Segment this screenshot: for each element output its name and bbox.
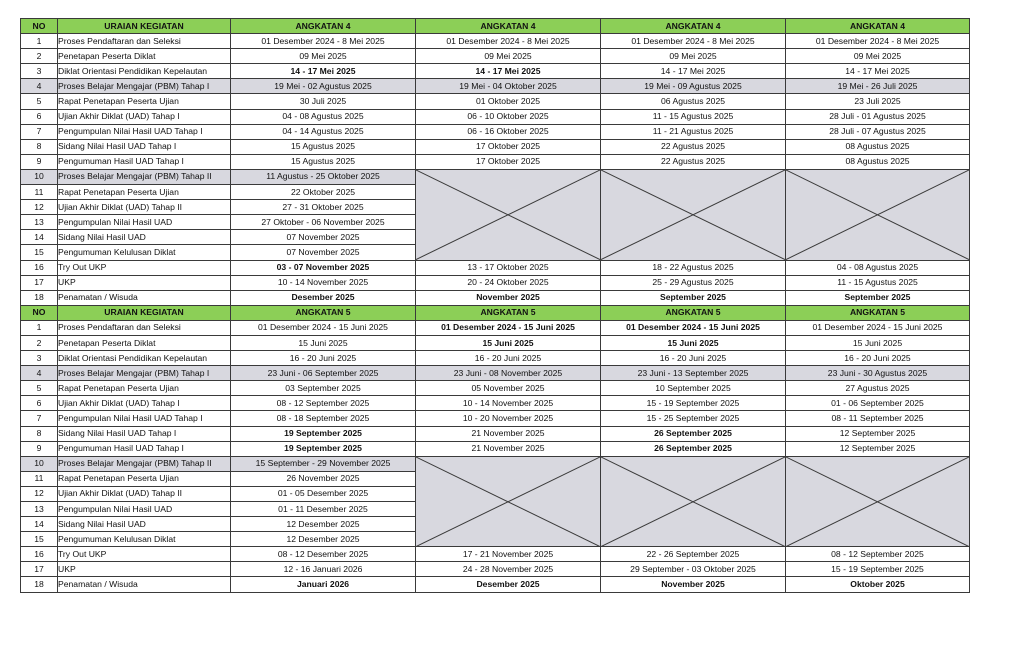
activity-cell: Penetapan Peserta Diklat <box>58 335 231 350</box>
date-cell: 03 September 2025 <box>231 381 416 396</box>
row-number: 14 <box>21 230 58 245</box>
date-cell: 13 - 17 Oktober 2025 <box>416 260 601 275</box>
row-number: 12 <box>21 200 58 215</box>
row-number: 1 <box>21 34 58 49</box>
date-cell: 11 - 15 Agustus 2025 <box>786 275 970 290</box>
date-cell: 15 Agustus 2025 <box>231 154 416 169</box>
table-row <box>21 351 970 366</box>
activity-cell: Pengumpulan Nilai Hasil UAD Tahap I <box>58 411 231 426</box>
activity-cell: Rapat Penetapan Peserta Ujian <box>58 185 231 200</box>
activity-cell: Ujian Akhir Diklat (UAD) Tahap I <box>58 109 231 124</box>
activity-cell: Pengumuman Hasil UAD Tahap I <box>58 154 231 169</box>
date-cell: 26 September 2025 <box>601 441 786 456</box>
date-cell: 03 - 07 November 2025 <box>231 260 416 275</box>
date-cell: 10 - 20 November 2025 <box>416 411 601 426</box>
row-number: 7 <box>21 124 58 139</box>
date-cell: 01 - 05 Desember 2025 <box>231 486 416 501</box>
activity-cell: Pengumuman Kelulusan Diklat <box>58 245 231 260</box>
date-cell: September 2025 <box>601 290 786 305</box>
date-cell: 01 Desember 2024 - 8 Mei 2025 <box>601 34 786 49</box>
row-number: 8 <box>21 139 58 154</box>
cross-mark <box>786 457 969 547</box>
date-cell: 09 Mei 2025 <box>786 49 970 64</box>
date-cell: 08 - 18 September 2025 <box>231 411 416 426</box>
date-cell: 15 Juni 2025 <box>786 335 970 350</box>
date-cell: 01 Desember 2024 - 8 Mei 2025 <box>231 34 416 49</box>
date-cell: 28 Juli - 01 Agustus 2025 <box>786 109 970 124</box>
date-cell: 09 Mei 2025 <box>231 49 416 64</box>
table-row <box>21 94 970 109</box>
date-cell: 25 - 29 Agustus 2025 <box>601 275 786 290</box>
date-cell: Desember 2025 <box>231 290 416 305</box>
table-row <box>21 547 970 562</box>
table-row <box>21 34 970 49</box>
date-cell: 07 November 2025 <box>231 245 416 260</box>
date-cell: Oktober 2025 <box>786 577 970 592</box>
activity-cell: Proses Belajar Mengajar (PBM) Tahap II <box>58 169 231 184</box>
date-cell: 19 Mei - 09 Agustus 2025 <box>601 79 786 94</box>
activity-cell: Proses Belajar Mengajar (PBM) Tahap I <box>58 79 231 94</box>
header-cohort: ANGKATAN 5 <box>231 305 416 320</box>
date-cell: 23 Juni - 08 November 2025 <box>416 366 601 381</box>
table-row <box>21 366 970 381</box>
date-cell: 20 - 24 Oktober 2025 <box>416 275 601 290</box>
row-number: 9 <box>21 154 58 169</box>
date-cell: 01 Desember 2024 - 8 Mei 2025 <box>786 34 970 49</box>
date-cell: 21 November 2025 <box>416 426 601 441</box>
row-number: 11 <box>21 471 58 486</box>
activity-cell: Penetapan Peserta Diklat <box>58 49 231 64</box>
row-number: 18 <box>21 577 58 592</box>
table-row <box>21 320 970 335</box>
date-cell: 08 Agustus 2025 <box>786 139 970 154</box>
date-cell: 12 Desember 2025 <box>231 532 416 547</box>
header-no: NO <box>21 19 58 34</box>
date-cell: Desember 2025 <box>416 577 601 592</box>
date-cell: 24 - 28 November 2025 <box>416 562 601 577</box>
table-row <box>21 124 970 139</box>
date-cell: 05 November 2025 <box>416 381 601 396</box>
date-cell: 16 - 20 Juni 2025 <box>601 351 786 366</box>
header-cohort: ANGKATAN 5 <box>601 305 786 320</box>
schedule-sheet <box>20 18 969 593</box>
not-applicable-cell <box>416 169 601 260</box>
row-number: 17 <box>21 275 58 290</box>
activity-cell: Sidang Nilai Hasil UAD Tahap I <box>58 426 231 441</box>
activity-cell: Proses Belajar Mengajar (PBM) Tahap II <box>58 456 231 471</box>
row-number: 15 <box>21 245 58 260</box>
activity-cell: Rapat Penetapan Peserta Ujian <box>58 94 231 109</box>
row-number: 12 <box>21 486 58 501</box>
date-cell: 15 September - 29 November 2025 <box>231 456 416 471</box>
activity-cell: Ujian Akhir Diklat (UAD) Tahap II <box>58 200 231 215</box>
date-cell: 16 - 20 Juni 2025 <box>231 351 416 366</box>
table-row <box>21 577 970 592</box>
date-cell: Januari 2026 <box>231 577 416 592</box>
date-cell: 27 - 31 Oktober 2025 <box>231 200 416 215</box>
row-number: 13 <box>21 215 58 230</box>
table-row <box>21 411 970 426</box>
row-number: 1 <box>21 320 58 335</box>
date-cell: 07 November 2025 <box>231 230 416 245</box>
date-cell: 28 Juli - 07 Agustus 2025 <box>786 124 970 139</box>
date-cell: 01 Oktober 2025 <box>416 94 601 109</box>
date-cell: 08 Agustus 2025 <box>786 154 970 169</box>
date-cell: 11 - 21 Agustus 2025 <box>601 124 786 139</box>
activity-cell: Ujian Akhir Diklat (UAD) Tahap I <box>58 396 231 411</box>
header-cohort: ANGKATAN 5 <box>786 305 970 320</box>
row-number: 17 <box>21 562 58 577</box>
row-number: 2 <box>21 335 58 350</box>
date-cell: 30 Juli 2025 <box>231 94 416 109</box>
activity-cell: UKP <box>58 562 231 577</box>
date-cell: 17 - 21 November 2025 <box>416 547 601 562</box>
row-number: 4 <box>21 366 58 381</box>
header-cohort: ANGKATAN 4 <box>786 19 970 34</box>
date-cell: 23 Juni - 06 September 2025 <box>231 366 416 381</box>
table-row <box>21 139 970 154</box>
row-number: 10 <box>21 456 58 471</box>
date-cell: 17 Oktober 2025 <box>416 154 601 169</box>
date-cell: 15 Agustus 2025 <box>231 139 416 154</box>
activity-cell: Pengumpulan Nilai Hasil UAD Tahap I <box>58 124 231 139</box>
row-number: 10 <box>21 169 58 184</box>
header-row <box>21 19 970 34</box>
table-row <box>21 79 970 94</box>
table-row <box>21 49 970 64</box>
row-number: 3 <box>21 351 58 366</box>
row-number: 9 <box>21 441 58 456</box>
activity-cell: Diklat Orientasi Pendidikan Kepelautan <box>58 351 231 366</box>
date-cell: 04 - 14 Agustus 2025 <box>231 124 416 139</box>
date-cell: 09 Mei 2025 <box>601 49 786 64</box>
date-cell: 23 Juli 2025 <box>786 94 970 109</box>
date-cell: 04 - 08 Agustus 2025 <box>231 109 416 124</box>
cross-mark <box>416 170 600 260</box>
date-cell: 01 - 11 Desember 2025 <box>231 502 416 517</box>
date-cell: 01 - 06 September 2025 <box>786 396 970 411</box>
activity-cell: Penamatan / Wisuda <box>58 290 231 305</box>
date-cell: 04 - 08 Agustus 2025 <box>786 260 970 275</box>
date-cell: September 2025 <box>786 290 970 305</box>
date-cell: 08 - 11 September 2025 <box>786 411 970 426</box>
date-cell: 15 - 19 September 2025 <box>601 396 786 411</box>
table-row <box>21 456 970 471</box>
row-number: 8 <box>21 426 58 441</box>
row-number: 11 <box>21 185 58 200</box>
date-cell: 15 - 19 September 2025 <box>786 562 970 577</box>
header-activity: URAIAN KEGIATAN <box>58 305 231 320</box>
date-cell: 16 - 20 Juni 2025 <box>416 351 601 366</box>
date-cell: 22 Oktober 2025 <box>231 185 416 200</box>
table-row <box>21 154 970 169</box>
date-cell: November 2025 <box>416 290 601 305</box>
activity-cell: Rapat Penetapan Peserta Ujian <box>58 471 231 486</box>
table-row <box>21 381 970 396</box>
row-number: 18 <box>21 290 58 305</box>
row-number: 2 <box>21 49 58 64</box>
activity-cell: Penamatan / Wisuda <box>58 577 231 592</box>
date-cell: 12 September 2025 <box>786 441 970 456</box>
date-cell: 29 September - 03 Oktober 2025 <box>601 562 786 577</box>
date-cell: 01 Desember 2024 - 15 Juni 2025 <box>416 320 601 335</box>
date-cell: 01 Desember 2024 - 15 Juni 2025 <box>786 320 970 335</box>
date-cell: 27 Oktober - 06 November 2025 <box>231 215 416 230</box>
table-row <box>21 109 970 124</box>
date-cell: 15 - 25 September 2025 <box>601 411 786 426</box>
date-cell: 15 Juni 2025 <box>416 335 601 350</box>
header-no: NO <box>21 305 58 320</box>
activity-cell: Proses Pendaftaran dan Seleksi <box>58 34 231 49</box>
date-cell: 09 Mei 2025 <box>416 49 601 64</box>
date-cell: 10 - 14 November 2025 <box>416 396 601 411</box>
activity-cell: Rapat Penetapan Peserta Ujian <box>58 381 231 396</box>
date-cell: 19 September 2025 <box>231 441 416 456</box>
row-number: 6 <box>21 109 58 124</box>
table-row <box>21 562 970 577</box>
header-cohort: ANGKATAN 4 <box>416 19 601 34</box>
date-cell: 21 November 2025 <box>416 441 601 456</box>
cross-mark <box>416 457 600 547</box>
table-row <box>21 275 970 290</box>
date-cell: 26 September 2025 <box>601 426 786 441</box>
date-cell: 17 Oktober 2025 <box>416 139 601 154</box>
date-cell: 10 September 2025 <box>601 381 786 396</box>
date-cell: 15 Juni 2025 <box>601 335 786 350</box>
date-cell: 19 Mei - 26 Juli 2025 <box>786 79 970 94</box>
not-applicable-cell <box>601 456 786 547</box>
header-cohort: ANGKATAN 4 <box>231 19 416 34</box>
activity-cell: Diklat Orientasi Pendidikan Kepelautan <box>58 64 231 79</box>
row-number: 3 <box>21 64 58 79</box>
row-number: 4 <box>21 79 58 94</box>
table-row <box>21 335 970 350</box>
activity-cell: Sidang Nilai Hasil UAD Tahap I <box>58 139 231 154</box>
date-cell: 14 - 17 Mei 2025 <box>601 64 786 79</box>
date-cell: 11 - 15 Agustus 2025 <box>601 109 786 124</box>
cross-mark <box>601 457 785 547</box>
row-number: 13 <box>21 502 58 517</box>
date-cell: 16 - 20 Juni 2025 <box>786 351 970 366</box>
date-cell: 14 - 17 Mei 2025 <box>416 64 601 79</box>
activity-cell: Try Out UKP <box>58 547 231 562</box>
row-number: 6 <box>21 396 58 411</box>
date-cell: 27 Agustus 2025 <box>786 381 970 396</box>
date-cell: 06 - 16 Oktober 2025 <box>416 124 601 139</box>
table-row <box>21 441 970 456</box>
not-applicable-cell <box>786 456 970 547</box>
schedule-table <box>20 18 970 593</box>
date-cell: 01 Desember 2024 - 8 Mei 2025 <box>416 34 601 49</box>
date-cell: 11 Agustus - 25 Oktober 2025 <box>231 169 416 184</box>
date-cell: 12 September 2025 <box>786 426 970 441</box>
date-cell: 23 Juni - 13 September 2025 <box>601 366 786 381</box>
date-cell: 19 Mei - 02 Agustus 2025 <box>231 79 416 94</box>
activity-cell: Pengumuman Kelulusan Diklat <box>58 532 231 547</box>
activity-cell: Pengumuman Hasil UAD Tahap I <box>58 441 231 456</box>
activity-cell: Try Out UKP <box>58 260 231 275</box>
row-number: 7 <box>21 411 58 426</box>
date-cell: 01 Desember 2024 - 15 Juni 2025 <box>231 320 416 335</box>
date-cell: 08 - 12 September 2025 <box>786 547 970 562</box>
row-number: 15 <box>21 532 58 547</box>
date-cell: 26 November 2025 <box>231 471 416 486</box>
table-row <box>21 64 970 79</box>
date-cell: 15 Juni 2025 <box>231 335 416 350</box>
table-row <box>21 290 970 305</box>
activity-cell: Pengumpulan Nilai Hasil UAD <box>58 215 231 230</box>
date-cell: 18 - 22 Agustus 2025 <box>601 260 786 275</box>
row-number: 16 <box>21 260 58 275</box>
header-activity: URAIAN KEGIATAN <box>58 19 231 34</box>
date-cell: 22 Agustus 2025 <box>601 154 786 169</box>
activity-cell: Sidang Nilai Hasil UAD <box>58 517 231 532</box>
activity-cell: Ujian Akhir Diklat (UAD) Tahap II <box>58 486 231 501</box>
activity-cell: Pengumpulan Nilai Hasil UAD <box>58 502 231 517</box>
date-cell: 12 - 16 Januari 2026 <box>231 562 416 577</box>
table-row <box>21 260 970 275</box>
date-cell: 14 - 17 Mei 2025 <box>231 64 416 79</box>
row-number: 5 <box>21 381 58 396</box>
header-cohort: ANGKATAN 4 <box>601 19 786 34</box>
activity-cell: Sidang Nilai Hasil UAD <box>58 230 231 245</box>
header-cohort: ANGKATAN 5 <box>416 305 601 320</box>
date-cell: 01 Desember 2024 - 15 Juni 2025 <box>601 320 786 335</box>
date-cell: 06 - 10 Oktober 2025 <box>416 109 601 124</box>
date-cell: November 2025 <box>601 577 786 592</box>
date-cell: 12 Desember 2025 <box>231 517 416 532</box>
date-cell: 22 Agustus 2025 <box>601 139 786 154</box>
date-cell: 14 - 17 Mei 2025 <box>786 64 970 79</box>
table-row <box>21 396 970 411</box>
date-cell: 08 - 12 September 2025 <box>231 396 416 411</box>
activity-cell: Proses Pendaftaran dan Seleksi <box>58 320 231 335</box>
date-cell: 08 - 12 Desember 2025 <box>231 547 416 562</box>
row-number: 16 <box>21 547 58 562</box>
date-cell: 22 - 26 September 2025 <box>601 547 786 562</box>
row-number: 5 <box>21 94 58 109</box>
not-applicable-cell <box>601 169 786 260</box>
date-cell: 19 September 2025 <box>231 426 416 441</box>
cross-mark <box>786 170 969 260</box>
row-number: 14 <box>21 517 58 532</box>
not-applicable-cell <box>416 456 601 547</box>
table-row <box>21 426 970 441</box>
date-cell: 19 Mei - 04 Oktober 2025 <box>416 79 601 94</box>
not-applicable-cell <box>786 169 970 260</box>
activity-cell: Proses Belajar Mengajar (PBM) Tahap I <box>58 366 231 381</box>
date-cell: 06 Agustus 2025 <box>601 94 786 109</box>
date-cell: 10 - 14 November 2025 <box>231 275 416 290</box>
activity-cell: UKP <box>58 275 231 290</box>
date-cell: 23 Juni - 30 Agustus 2025 <box>786 366 970 381</box>
header-row <box>21 305 970 320</box>
table-row <box>21 169 970 184</box>
cross-mark <box>601 170 785 260</box>
